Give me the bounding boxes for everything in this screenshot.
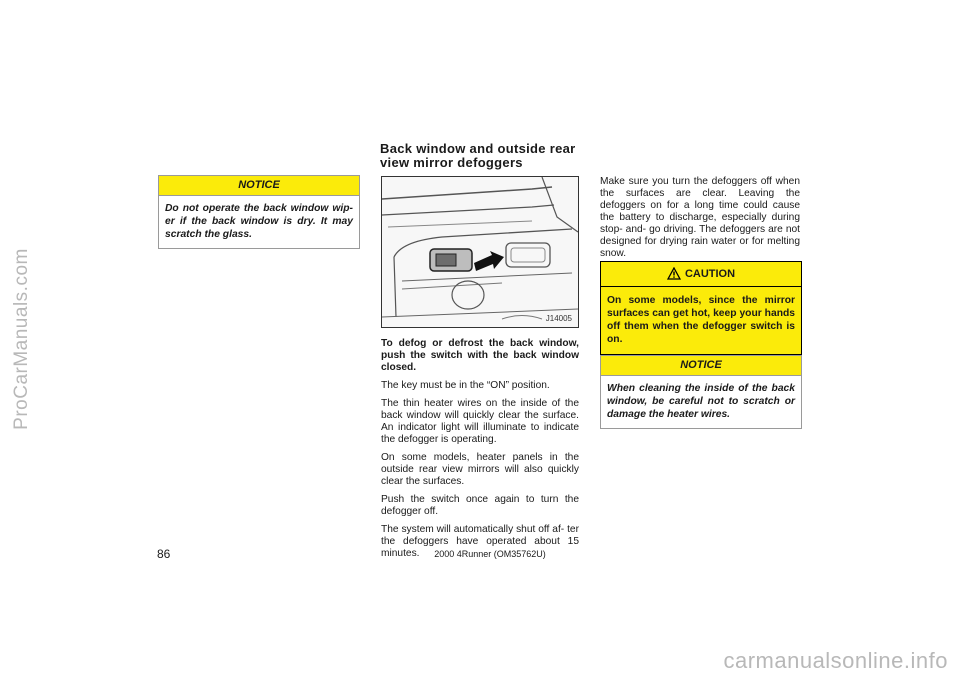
bottom-watermark: carmanualsonline.info: [723, 648, 948, 673]
paragraph-auto-shutoff: The system will automatically shut off af- ter the defoggers have operated about 15 minutes.: [381, 524, 579, 559]
paragraph-turn-off: Push the switch once again to turn the defogger off.: [381, 494, 579, 517]
notice-body-left: Do not operate the back window wip- er if the back window is dry. It may scratch the glass.: [165, 203, 353, 240]
section-title-line1: Back window and outside rear: [380, 141, 576, 156]
notice-body-right: When cleaning the inside of the back window, be careful not to scratch or damage the heater wires.: [607, 383, 795, 420]
section-title-line2: view mirror defoggers: [380, 155, 523, 170]
caution-body: On some models, since the mirror surfaces can get hot, keep your hands off them when the defogger switch is on.: [607, 295, 795, 345]
paragraph-key-position: The key must be in the “ON” position.: [381, 380, 550, 391]
page-number: 86: [157, 547, 171, 561]
warning-triangle-icon: [667, 267, 681, 280]
notice-header-left: NOTICE: [159, 176, 359, 196]
figure-code: J14005: [545, 314, 572, 323]
notice-box-left: [158, 175, 360, 249]
right-column-text: [600, 176, 800, 266]
paragraph-mirror-panels: On some models, heater panels in the outside rear view mirrors will also quickly clear the surfaces.: [381, 452, 579, 487]
dashboard-drawing: [382, 177, 578, 327]
middle-column-text: [381, 338, 579, 566]
paragraph-defog-instructions: To defog or defrost the back window, push the switch with the back window closed.: [381, 338, 579, 373]
paragraph-defogger-advice: Make sure you turn the defoggers off when the surfaces are clear. Leaving the defoggers on for a long time could cause the battery to discharge, especially during stop- and- go driving. The defoggers are not designed for drying rain water or for melting snow.: [600, 176, 800, 259]
notice-box-right: [600, 355, 802, 429]
side-watermark-text: ProCarManuals.com: [11, 248, 33, 430]
paragraph-heater-wires: The thin heater wires on the inside of the back window will quickly clear the surface. An indicator light will illuminate to indicate the defogger is operating.: [381, 398, 579, 445]
caution-header-text: CAUTION: [684, 267, 736, 280]
defogger-switch-illustration: [381, 176, 579, 328]
caution-header: [601, 262, 801, 287]
caution-box: [600, 261, 802, 355]
notice-header-right: NOTICE: [601, 356, 801, 376]
section-title: [380, 142, 600, 170]
side-watermark: [4, 0, 40, 678]
footer-model: 2000 4Runner (OM35762U): [434, 549, 546, 559]
